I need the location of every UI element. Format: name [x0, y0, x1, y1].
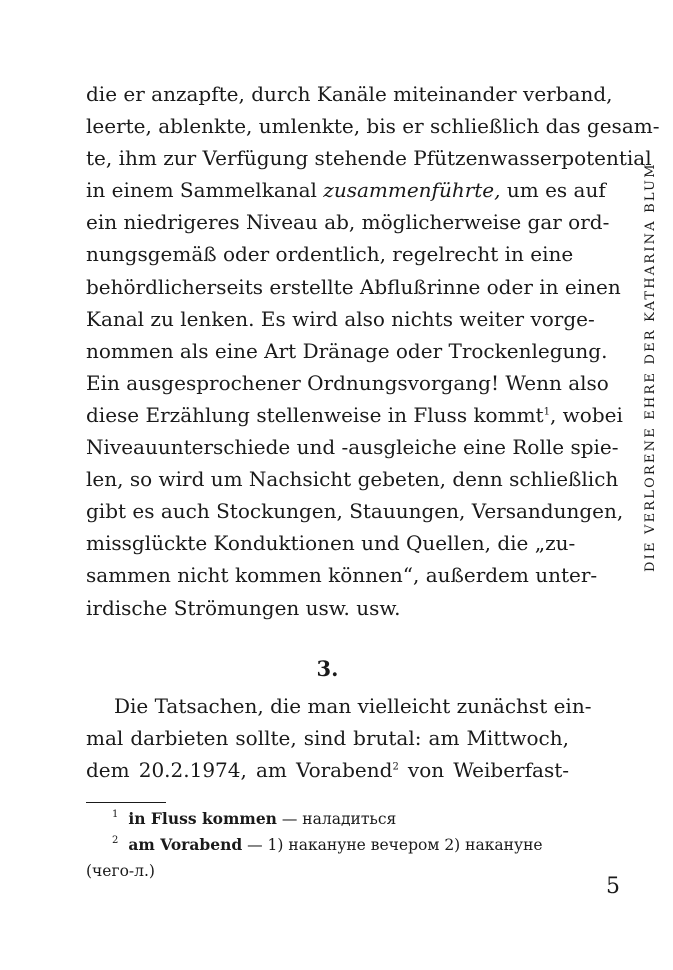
footnote-number: 2: [112, 835, 119, 846]
text-line: die er anzapfte, durch Kanäle miteinander verband,: [86, 82, 613, 106]
footnote: [86, 806, 569, 832]
section-heading: 3.: [316, 656, 339, 681]
footnote: [86, 832, 569, 858]
text-line: ein niedrigeres Niveau ab, möglicherweise gar ord-: [86, 210, 610, 235]
text-line: te, ihm zur Verfügung stehende Pfützenwasserpotential: [86, 146, 652, 171]
text-line: in einem Sammelkanal zusammenführte, um es auf: [86, 178, 606, 203]
footnote-translation: — наладиться: [276, 810, 397, 828]
footnote-number: 1: [112, 809, 119, 820]
footnote-term: in Fluss kommen: [128, 809, 277, 828]
text-line: Niveauunterschiede und -ausgleiche eine Rolle spie-: [86, 435, 619, 460]
text-line: sammen nicht kommen können“, außerdem unter-: [86, 563, 598, 588]
text-line: mal darbieten sollte, sind brutal: am Mittwoch,: [86, 726, 569, 751]
text-line: behördlicherseits erstellte Abflußrinne oder in einen: [86, 274, 621, 299]
emphasis: zusammenführte,: [323, 178, 501, 203]
text-line: Die Tatsachen, die man vielleicht zunächst ein-: [114, 694, 592, 718]
text-line: missglückte Konduktionen und Quellen, die „zu-: [86, 531, 576, 556]
text-line: len, so wird um Nachsicht gebeten, denn schließlich: [86, 467, 619, 492]
text-line: nommen als eine Art Dränage oder Trockenlegung.: [86, 338, 608, 363]
text-line: gibt es auch Stockungen, Stauungen, Versandungen,: [86, 499, 624, 524]
footnote-continuation: (чего-л.): [86, 862, 155, 880]
footnote-term: am Vorabend: [128, 835, 243, 854]
page-number: 5: [606, 874, 620, 899]
footnote-ref[interactable]: 1: [543, 406, 550, 418]
text-line: Ein ausgesprochener Ordnungsvorgang! Wenn also: [86, 370, 609, 395]
footnote-divider: [86, 802, 166, 803]
text-line: dem 20.2.1974, am Vorabend$^2$ von Weiberfast-: [86, 758, 569, 783]
text-line: nungsgemäß oder ordentlich, regelrecht in eine: [86, 242, 574, 267]
footnote-translation: — 1) накануне вечером 2) накануне: [242, 836, 543, 854]
running-header-text: DIE VERLORENE EHRE DER KATHARINA BLUM: [643, 162, 658, 572]
text-line: irdische Strömungen usw. usw.: [86, 595, 401, 620]
footnote-ref[interactable]: 2: [392, 761, 399, 773]
paragraph-2: [86, 690, 592, 786]
text-line: Kanal zu lenken. Es wird also nichts weiter vorge-: [86, 306, 595, 331]
text-line: diese Erzählung stellenweise in Fluss kommt$^1$, wobei: [86, 402, 623, 427]
text-line: leerte, ablenkte, umlenkte, bis er schließlich das gesam-: [86, 114, 660, 139]
footnotes: [86, 806, 569, 884]
